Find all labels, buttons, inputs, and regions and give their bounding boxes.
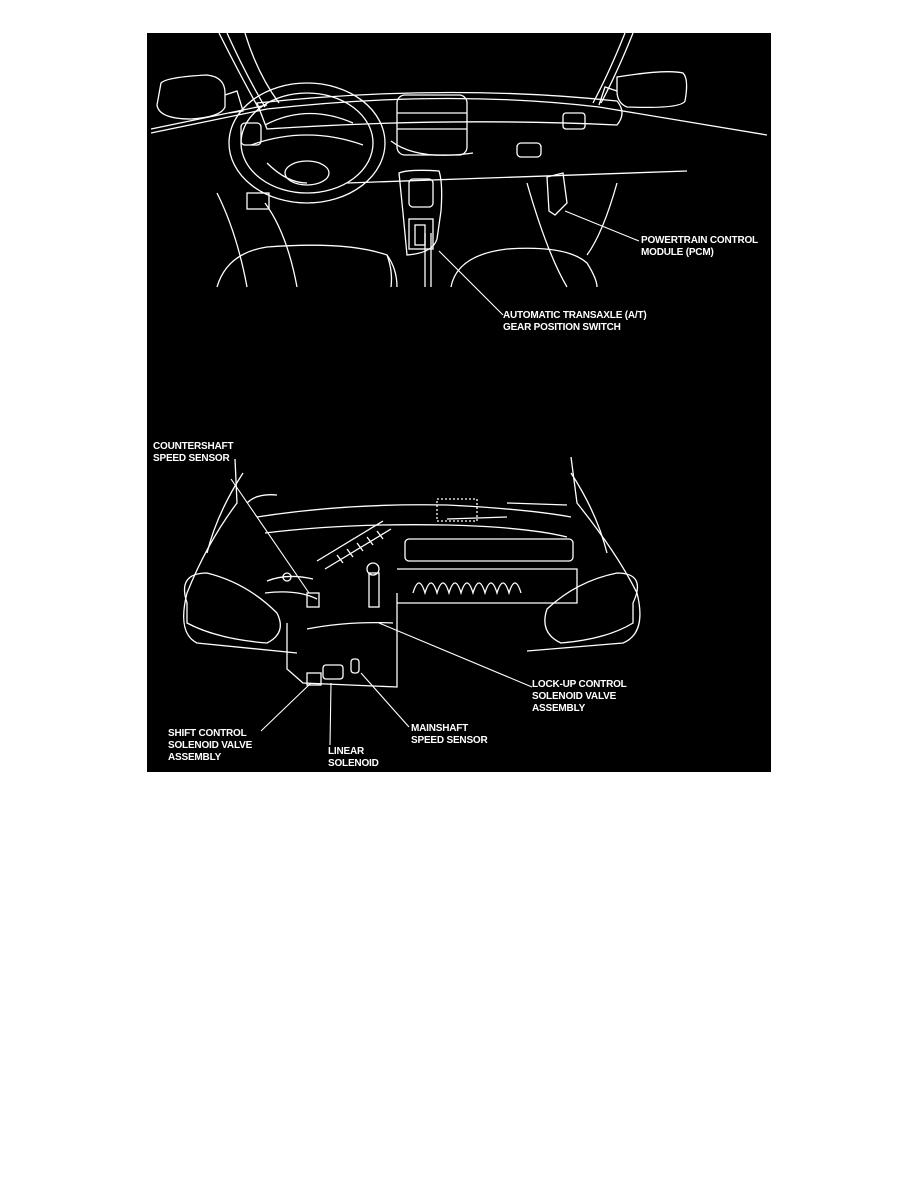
right-mirror-icon — [617, 72, 687, 108]
center-console — [399, 170, 442, 255]
component-location-diagram — [147, 33, 771, 772]
linear-solenoid-icon — [323, 665, 343, 679]
label-mainshaft-speed-sensor: MAINSHAFT SPEED SENSOR — [411, 723, 488, 746]
lockup-leader-line — [379, 623, 532, 687]
pcm-box-icon — [547, 173, 567, 215]
engine-illustration — [184, 457, 640, 687]
label-pcm: POWERTRAIN CONTROL MODULE (PCM) — [641, 235, 758, 258]
intake-hose-icon — [317, 521, 391, 569]
label-shift-control-solenoid: SHIFT CONTROL SOLENOID VALVE ASSEMBLY — [168, 728, 253, 763]
countershaft-leader-line — [231, 479, 309, 593]
label-gear-position-switch: AUTOMATIC TRANSAXLE (A/T) GEAR POSITION SWITCH — [503, 310, 647, 333]
shift-control-leader-line — [261, 683, 311, 731]
right-headlight-icon — [545, 573, 638, 643]
left-headlight-icon — [185, 573, 281, 643]
right-seat — [451, 248, 597, 287]
line-drawing — [147, 33, 771, 772]
pcm-leader-line — [565, 211, 639, 241]
linear-leader-line — [330, 683, 331, 745]
transaxle-housing — [287, 593, 397, 687]
label-lockup-control-solenoid: LOCK-UP CONTROL SOLENOID VALVE ASSEMBLY — [532, 679, 627, 714]
center-vent-icon — [397, 95, 467, 155]
mainshaft-leader-line — [361, 673, 409, 727]
label-linear-solenoid: LINEAR SOLENOID — [328, 746, 379, 769]
pedal-icon — [247, 193, 269, 209]
left-seat — [217, 245, 397, 287]
mainshaft-sensor-icon — [351, 659, 359, 673]
label-countershaft-speed-sensor: COUNTERSHAFT SPEED SENSOR — [153, 441, 234, 464]
lockup-solenoid-icon — [369, 573, 379, 607]
left-mirror-icon — [157, 75, 225, 119]
gear-switch-leader-line — [439, 251, 503, 315]
